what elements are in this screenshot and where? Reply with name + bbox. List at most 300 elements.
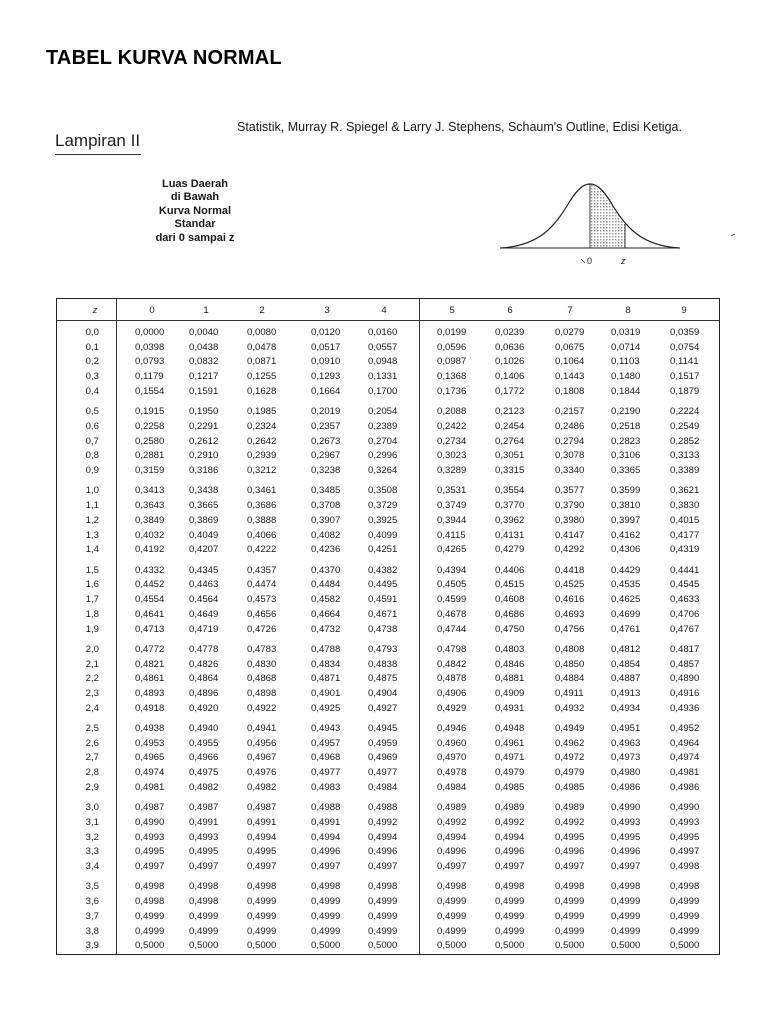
area-value: 0,4207 (189, 544, 219, 556)
header-col-5: 5 (449, 305, 455, 316)
area-value: 0,5000 (311, 940, 341, 952)
area-value: 0,4772 (135, 643, 165, 655)
area-value: 0,2357 (311, 420, 341, 432)
z-value: 2,5 (85, 723, 99, 734)
area-value: 0,4131 (495, 529, 525, 541)
area-value: 0,2794 (555, 435, 585, 447)
area-value: 0,4998 (189, 881, 219, 893)
area-value: 0,4916 (670, 688, 700, 699)
area-value: 0,3365 (611, 465, 641, 477)
z-column-divider (116, 299, 117, 954)
area-value: 0,4998 (670, 861, 700, 873)
area-value: 0,4838 (368, 658, 398, 670)
area-value: 0,0714 (611, 341, 641, 353)
area-value: 0,4887 (611, 673, 641, 685)
area-value: 0,4989 (437, 802, 467, 814)
area-value: 0,4962 (555, 737, 585, 749)
area-value: 0,4974 (670, 752, 700, 764)
area-value: 0,4177 (670, 529, 700, 541)
area-value: 0,1255 (247, 371, 277, 383)
area-value: 0,2324 (247, 420, 277, 432)
area-value: 0,5000 (555, 940, 585, 952)
area-value: 0,2580 (135, 435, 165, 447)
z-value: 2,7 (85, 752, 99, 764)
area-value: 0,0239 (495, 327, 525, 338)
area-value: 0,3810 (611, 500, 641, 512)
area-value: 0,4525 (555, 579, 585, 591)
document-title: TABEL KURVA NORMAL (46, 47, 282, 69)
area-value: 0,4505 (437, 579, 467, 591)
z-value: 3,7 (85, 910, 99, 922)
area-value: 0,3830 (670, 500, 700, 512)
area-value: 0,3849 (135, 514, 165, 526)
area-value: 0,2673 (311, 435, 341, 447)
area-value: 0,3438 (189, 485, 219, 497)
area-value: 0,4999 (247, 896, 277, 908)
area-value: 0,0319 (611, 327, 641, 338)
area-value: 0,4999 (135, 910, 165, 922)
area-value: 0,4535 (611, 579, 641, 591)
area-value: 0,0517 (311, 341, 341, 353)
z-value: 0,6 (85, 420, 99, 432)
area-value: 0,3531 (437, 485, 467, 497)
area-value: 0,4983 (311, 781, 341, 793)
z-value: 3,5 (85, 881, 99, 893)
area-value: 0,4904 (368, 688, 398, 699)
area-value: 0,4744 (437, 623, 467, 635)
area-value: 0,4812 (611, 643, 641, 655)
area-value: 0,4678 (437, 608, 467, 620)
area-value: 0,4719 (189, 623, 219, 635)
area-value: 0,2549 (670, 420, 700, 432)
area-value: 0,3078 (555, 450, 585, 462)
area-value: 0,3997 (611, 514, 641, 526)
area-value: 0,4990 (135, 816, 165, 828)
area-value: 0,1879 (670, 385, 700, 397)
area-value: 0,4878 (437, 673, 467, 685)
area-value: 0,5000 (611, 940, 641, 952)
area-value: 0,4990 (670, 802, 700, 814)
area-value: 0,3770 (495, 500, 525, 512)
area-value: 0,4953 (135, 737, 165, 749)
area-value: 0,4082 (311, 529, 341, 541)
z-value: 3,0 (85, 802, 99, 814)
area-value: 0,4999 (368, 910, 398, 922)
area-value: 0,2823 (611, 435, 641, 447)
area-value: 0,5000 (495, 940, 525, 952)
area-value: 0,3729 (368, 500, 398, 512)
area-value: 0,4980 (611, 767, 641, 779)
area-value: 0,4671 (368, 608, 398, 620)
area-value: 0,4989 (555, 802, 585, 814)
area-value: 0,4946 (437, 723, 467, 734)
area-value: 0,4970 (437, 752, 467, 764)
area-value: 0,4918 (135, 702, 165, 714)
area-value: 0,4357 (247, 564, 277, 576)
area-value: 0,4984 (437, 781, 467, 793)
area-value: 0,0596 (437, 341, 467, 353)
area-value: 0,4999 (611, 925, 641, 937)
area-value: 0,4999 (368, 925, 398, 937)
area-value: 0,4999 (670, 925, 700, 937)
area-value: 0,0557 (368, 341, 398, 353)
area-value: 0,4554 (135, 594, 165, 605)
area-value: 0,4999 (189, 925, 219, 937)
area-value: 0,4999 (437, 896, 467, 908)
z-value: 1,5 (85, 564, 99, 576)
area-value: 0,4999 (555, 910, 585, 922)
normal-distribution-table (56, 298, 720, 955)
area-value: 0,3413 (135, 485, 165, 497)
area-value: 0,4995 (555, 831, 585, 843)
area-value: 0,4162 (611, 529, 641, 541)
area-value: 0,1950 (189, 406, 219, 418)
area-value: 0,4968 (311, 752, 341, 764)
area-value: 0,4875 (368, 673, 398, 685)
area-value: 0,4959 (368, 737, 398, 749)
area-value: 0,4251 (368, 544, 398, 556)
area-value: 0,3554 (495, 485, 525, 497)
z-value: 2,2 (85, 673, 99, 685)
caption-line: Kurva Normal (158, 204, 232, 217)
area-value: 0,2996 (368, 450, 398, 462)
area-value: 0,4985 (555, 781, 585, 793)
area-value: 0,4616 (555, 594, 585, 605)
area-value: 0,4925 (311, 702, 341, 714)
area-value: 0,4370 (311, 564, 341, 576)
area-value: 0,4993 (135, 831, 165, 843)
area-value: 0,3051 (495, 450, 525, 462)
area-value: 0,1217 (189, 371, 219, 383)
area-value: 0,4495 (368, 579, 398, 591)
header-z: z (92, 305, 98, 316)
source-citation: Statistik, Murray R. Spiegel & Larry J. Stephens, Schaum's Outline, Edisi Ketiga. (237, 120, 682, 134)
area-value: 0,4995 (670, 831, 700, 843)
z-value: 2,0 (85, 643, 99, 655)
area-value: 0,4973 (611, 752, 641, 764)
area-value: 0,4997 (135, 861, 165, 873)
area-value: 0,4972 (555, 752, 585, 764)
area-value: 0,4987 (189, 802, 219, 814)
header-col-7: 7 (567, 305, 573, 316)
caption-line: di Bawah (170, 191, 220, 204)
area-value: 0,3212 (247, 465, 277, 477)
area-value: 0,4693 (555, 608, 585, 620)
area-value: 0,4934 (611, 702, 641, 714)
area-value: 0,2967 (311, 450, 341, 462)
area-value: 0,4993 (189, 831, 219, 843)
z-value: 2,4 (85, 702, 99, 714)
z-value: 1,1 (85, 500, 99, 512)
area-value: 0,4192 (135, 544, 165, 556)
area-value: 0,1808 (555, 385, 585, 397)
area-value: 0,4982 (247, 781, 277, 793)
area-value: 0,5000 (247, 940, 277, 952)
area-value: 0,0080 (247, 327, 277, 338)
area-value: 0,4864 (189, 673, 219, 685)
header-col-9: 9 (681, 305, 687, 316)
area-value: 0,3944 (437, 514, 467, 526)
area-value: 0,4922 (247, 702, 277, 714)
z-value: 0,1 (85, 341, 99, 353)
area-value: 0,4906 (437, 688, 467, 699)
z-value: 3,1 (85, 816, 99, 828)
area-value: 0,2190 (611, 406, 641, 418)
area-value: 0,4994 (311, 831, 341, 843)
header-rule (57, 320, 719, 321)
area-value: 0,4999 (611, 910, 641, 922)
z-value: 0,9 (85, 465, 99, 477)
area-value: 0,4977 (311, 767, 341, 779)
area-value: 0,4996 (437, 846, 467, 858)
area-value: 0,4979 (495, 767, 525, 779)
z-value: 3,2 (85, 831, 99, 843)
area-value: 0,4948 (495, 723, 525, 734)
area-value: 0,4582 (311, 594, 341, 605)
area-value: 0,4997 (611, 861, 641, 873)
area-value: 0,4998 (189, 896, 219, 908)
area-value: 0,0987 (437, 356, 467, 368)
area-value: 0,4713 (135, 623, 165, 635)
area-value: 0,4706 (670, 608, 700, 620)
area-value: 0,4871 (311, 673, 341, 685)
z-value: 0,7 (85, 435, 99, 447)
area-value: 0,1736 (437, 385, 467, 397)
area-value: 0,4994 (247, 831, 277, 843)
area-value: 0,4991 (247, 816, 277, 828)
area-value: 0,1517 (670, 371, 700, 383)
area-value: 0,4991 (311, 816, 341, 828)
area-value: 0,2486 (555, 420, 585, 432)
area-value: 0,3665 (189, 500, 219, 512)
area-value: 0,4738 (368, 623, 398, 635)
area-value: 0,0675 (555, 341, 585, 353)
z-value: 0,5 (85, 406, 99, 418)
area-value: 0,2612 (189, 435, 219, 447)
area-value: 0,1915 (135, 406, 165, 418)
area-value: 0,4656 (247, 608, 277, 620)
area-value: 0,2258 (135, 420, 165, 432)
area-value: 0,5000 (368, 940, 398, 952)
area-value: 0,4991 (189, 816, 219, 828)
area-value: 0,0871 (247, 356, 277, 368)
area-value: 0,4798 (437, 643, 467, 655)
z-value: 0,0 (85, 327, 99, 338)
area-value: 0,3340 (555, 465, 585, 477)
area-value: 0,4783 (247, 643, 277, 655)
area-value: 0,4981 (670, 767, 700, 779)
area-value: 0,4992 (368, 816, 398, 828)
area-value: 0,4988 (311, 802, 341, 814)
area-value: 0,4992 (495, 816, 525, 828)
area-value: 0,4997 (555, 861, 585, 873)
area-value: 0,4147 (555, 529, 585, 541)
area-value: 0,4778 (189, 643, 219, 655)
area-value: 0,4999 (189, 910, 219, 922)
area-value: 0,1700 (368, 385, 398, 397)
header-col-2: 2 (259, 305, 265, 316)
area-value: 0,4641 (135, 608, 165, 620)
area-value: 0,4998 (555, 881, 585, 893)
area-value: 0,2910 (189, 450, 219, 462)
area-value: 0,3389 (670, 465, 700, 477)
area-value: 0,2054 (368, 406, 398, 418)
area-value: 0,4564 (189, 594, 219, 605)
area-value: 0,4066 (247, 529, 277, 541)
z-value: 2,6 (85, 737, 99, 749)
area-value: 0,4945 (368, 723, 398, 734)
area-value: 0,4999 (247, 925, 277, 937)
area-value: 0,4265 (437, 544, 467, 556)
area-value: 0,4850 (555, 658, 585, 670)
z-value: 3,4 (85, 861, 99, 873)
area-value: 0,1141 (670, 356, 699, 368)
area-value: 0,4995 (611, 831, 641, 843)
area-value: 0,4901 (311, 688, 341, 699)
area-value: 0,4952 (670, 723, 700, 734)
area-value: 0,0754 (670, 341, 700, 353)
caption-line: Standar (174, 218, 216, 231)
area-value: 0,2704 (368, 435, 398, 447)
area-value: 0,4994 (437, 831, 467, 843)
area-value: 0,0948 (368, 356, 398, 368)
area-value: 0,4846 (495, 658, 525, 670)
area-value: 0,3888 (247, 514, 277, 526)
area-value: 0,4988 (368, 802, 398, 814)
area-value: 0,4999 (495, 925, 525, 937)
area-value: 0,4890 (670, 673, 700, 685)
area-value: 0,4817 (670, 643, 700, 655)
area-value: 0,3925 (368, 514, 398, 526)
header-col-0: 0 (149, 305, 155, 316)
area-value: 0,4452 (135, 579, 165, 591)
area-value: 0,0478 (247, 341, 277, 353)
area-value: 0,4990 (611, 802, 641, 814)
area-value: 0,2454 (495, 420, 525, 432)
header-col-1: 1 (203, 305, 209, 316)
area-value: 0,3907 (311, 514, 341, 526)
area-value: 0,4920 (189, 702, 219, 714)
area-value: 0,4993 (670, 816, 700, 828)
area-value: 0,4941 (247, 723, 277, 734)
area-value: 0,4956 (247, 737, 277, 749)
area-value: 0,4686 (495, 608, 525, 620)
area-value: 0,4940 (189, 723, 219, 734)
area-value: 0,4545 (670, 579, 700, 591)
area-value: 0,3980 (555, 514, 585, 526)
area-value: 0,4929 (437, 702, 467, 714)
area-value: 0,4938 (135, 723, 165, 734)
area-value: 0,4977 (368, 767, 398, 779)
area-value: 0,3461 (247, 485, 277, 497)
area-value: 0,2088 (437, 406, 467, 418)
area-value: 0,4884 (555, 673, 585, 685)
area-value: 0,0199 (437, 327, 467, 338)
area-value: 0,4992 (437, 816, 467, 828)
area-value: 0,4857 (670, 658, 700, 670)
area-value: 0,3508 (368, 485, 398, 497)
z-value: 0,2 (85, 356, 99, 368)
area-value: 0,4998 (135, 896, 165, 908)
area-value: 0,4418 (555, 564, 585, 576)
z-value: 2,8 (85, 767, 99, 779)
area-value: 0,4998 (437, 881, 467, 893)
area-value: 0,3106 (611, 450, 641, 462)
area-value: 0,4981 (135, 781, 165, 793)
area-value: 0,0636 (495, 341, 525, 353)
area-value: 0,4986 (611, 781, 641, 793)
area-value: 0,2642 (247, 435, 277, 447)
z-value: 3,8 (85, 925, 99, 937)
area-value: 0,1064 (555, 356, 585, 368)
area-value: 0,3869 (189, 514, 219, 526)
area-value: 0,4996 (611, 846, 641, 858)
area-value: 0,3264 (368, 465, 398, 477)
area-value: 0,1026 (495, 356, 525, 368)
area-value: 0,4978 (437, 767, 467, 779)
area-value: 0,4999 (311, 896, 341, 908)
area-value: 0,4306 (611, 544, 641, 556)
area-value: 0,3621 (670, 485, 700, 497)
area-value: 0,4999 (247, 910, 277, 922)
area-value: 0,4943 (311, 723, 341, 734)
area-value: 0,0000 (135, 327, 165, 338)
area-value: 0,2881 (135, 450, 165, 462)
area-value: 0,4826 (189, 658, 219, 670)
caption-line: dari 0 sampai z (155, 231, 235, 244)
area-value: 0,4971 (495, 752, 525, 764)
area-value: 0,4821 (135, 658, 165, 670)
area-value: 0,3186 (189, 465, 219, 477)
area-value: 0,3133 (670, 450, 700, 462)
area-value: 0,0279 (555, 327, 585, 338)
area-value: 0,2422 (437, 420, 467, 432)
area-value: 0,4319 (670, 544, 700, 556)
area-value: 0,4951 (611, 723, 641, 734)
area-value: 0,0359 (670, 327, 700, 338)
area-value: 0,3708 (311, 500, 341, 512)
area-value: 0,4463 (189, 579, 219, 591)
area-value: 0,4974 (135, 767, 165, 779)
area-value: 0,4732 (311, 623, 341, 635)
area-value: 0,4861 (135, 673, 165, 685)
area-value: 0,4115 (437, 529, 466, 541)
area-value: 0,1554 (135, 385, 165, 397)
area-value: 0,4625 (611, 594, 641, 605)
area-value: 0,4999 (495, 896, 525, 908)
area-value: 0,1443 (555, 371, 585, 383)
area-value: 0,4960 (437, 737, 467, 749)
area-value: 0,4999 (555, 925, 585, 937)
area-value: 0,4222 (247, 544, 277, 556)
caption-line: Luas Daerah (161, 178, 229, 190)
area-value: 0,4992 (555, 816, 585, 828)
area-value: 0,4788 (311, 643, 341, 655)
area-value: 0,4961 (495, 737, 525, 749)
z-label: z (621, 256, 626, 266)
area-value: 0,2389 (368, 420, 398, 432)
area-value: 0,4279 (495, 544, 525, 556)
z-value: 2,9 (85, 781, 99, 793)
area-value: 0,2157 (555, 406, 585, 418)
area-value: 0,4999 (437, 910, 467, 922)
z-value: 0,3 (85, 371, 99, 383)
area-value: 0,4998 (368, 881, 398, 893)
area-value: 0,0793 (135, 356, 165, 368)
area-value: 0,4345 (189, 564, 219, 576)
normal-curve-figure (495, 176, 745, 268)
header-col-3: 3 (324, 305, 330, 316)
